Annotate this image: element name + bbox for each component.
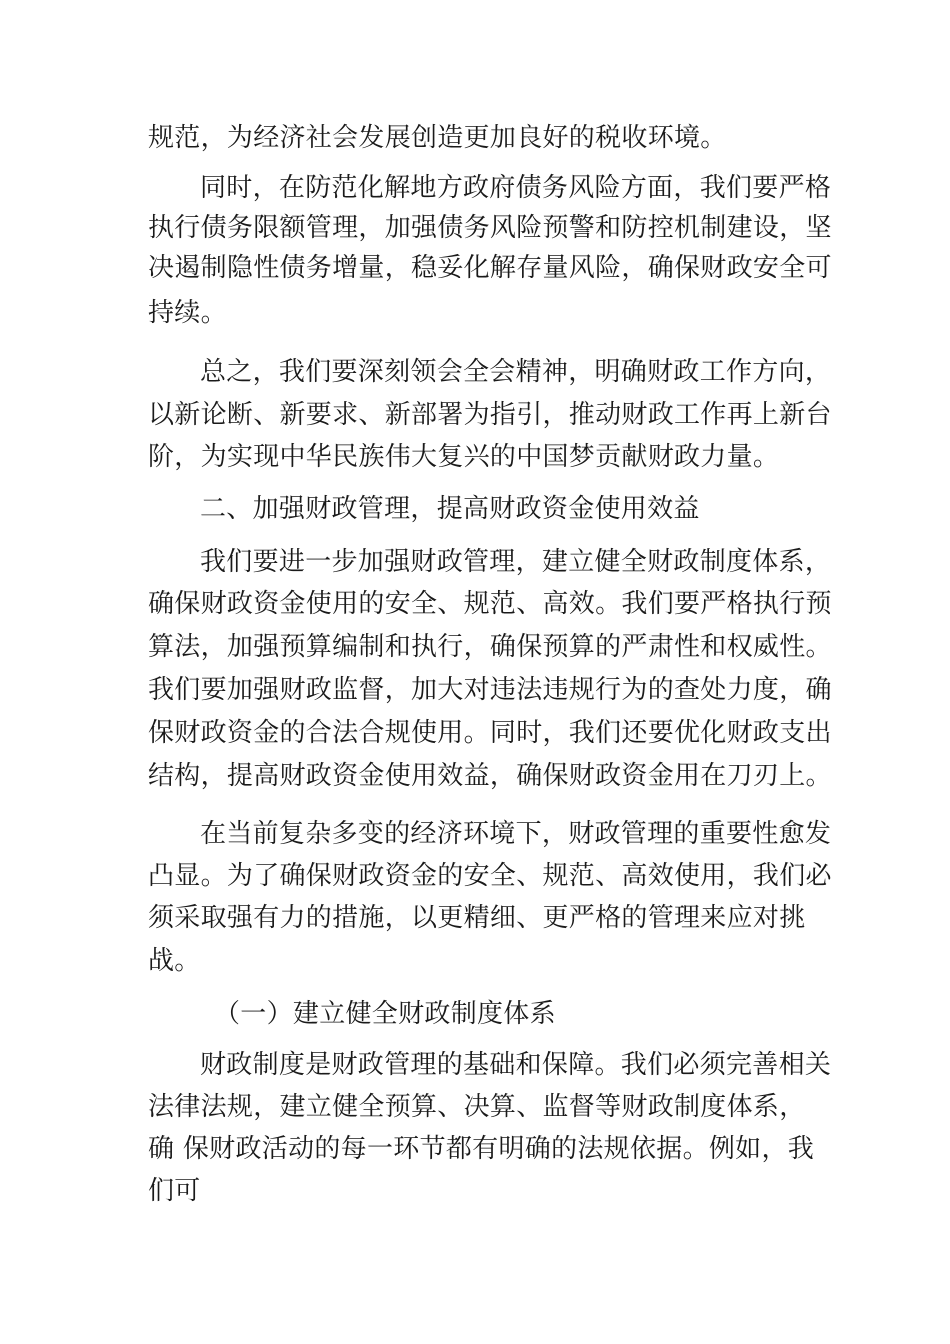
text-line: 阶，为实现中华民族伟大复兴的中国梦贡献财政力量。 (148, 442, 780, 472)
text-line: 结构，提高财政资金使用效益，确保财政资金用在刀刃上。 (148, 761, 832, 791)
text-line: 凸显。为了确保财政资金的安全、规范、高效使用，我们必 (148, 861, 832, 891)
text-line: 算法，加强预算编制和执行，确保预算的严肃性和权威性。 (148, 632, 832, 662)
text-line: 以新论断、新要求、新部署为指引，推动财政工作再上新台 (148, 400, 832, 430)
text-line: 确 保财政活动的每一环节都有明确的法规依据。例如，我 (148, 1134, 815, 1164)
text-line: 法律法规，建立健全预算、决算、监督等财政制度体系， (148, 1092, 806, 1122)
text-line: 们可 (148, 1176, 201, 1206)
text-line: 规范，为经济社会发展创造更加良好的税收环境。 (148, 123, 727, 153)
text-line: 战。 (148, 946, 201, 976)
paragraph-first-line: 同时，在防范化解地方政府债务风险方面，我们要严格 (200, 173, 832, 203)
text-line: 执行债务限额管理，加强债务风险预警和防控机制建设，坚 (148, 213, 832, 243)
paragraph-first-line: 在当前复杂多变的经济环境下，财政管理的重要性愈发 (200, 819, 832, 849)
paragraph-first-line: 总之，我们要深刻领会全会精神，明确财政工作方向， (200, 357, 832, 387)
text-line: 须采取强有力的措施，以更精细、更严格的管理来应对挑 (148, 903, 806, 933)
paragraph-first-line: 财政制度是财政管理的基础和保障。我们必须完善相关 (200, 1050, 832, 1080)
text-line: 我们要加强财政监督，加大对违法违规行为的查处力度，确 (148, 675, 832, 705)
text-line: 保财政资金的合法合规使用。同时，我们还要优化财政支出 (148, 718, 832, 748)
section-heading: 二、加强财政管理，提高财政资金使用效益 (200, 494, 700, 524)
text-line: 决遏制隐性债务增量，稳妥化解存量风险，确保财政安全可 (148, 253, 832, 283)
text-line: 确保财政资金使用的安全、规范、高效。我们要严格执行预 (148, 589, 832, 619)
subsection-heading: （一）建立健全财政制度体系 (214, 999, 556, 1029)
text-line: 持续。 (148, 298, 227, 328)
paragraph-first-line: 我们要进一步加强财政管理，建立健全财政制度体系， (200, 547, 832, 577)
